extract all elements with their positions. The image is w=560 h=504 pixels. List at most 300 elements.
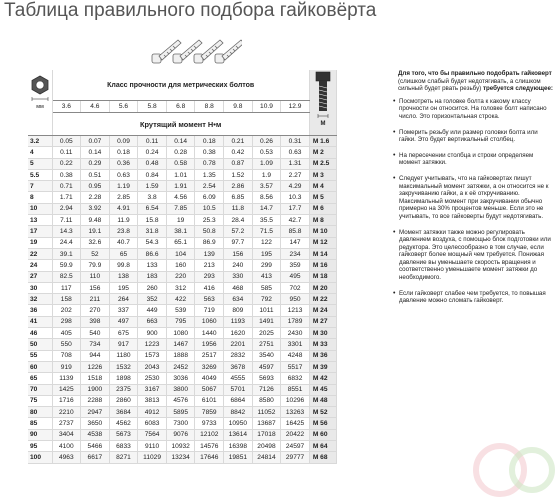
torque-cell: 160: [166, 260, 195, 271]
table-row: [28, 158, 336, 169]
torque-cell: 65: [109, 248, 138, 259]
torque-cell: 156: [224, 248, 253, 259]
torque-cell: 4555: [224, 373, 253, 384]
torque-cell: 6832: [281, 373, 310, 384]
torque-cell: 86.6: [138, 248, 167, 259]
nut-size-cell: 50: [28, 339, 52, 350]
torque-cell: 1223: [138, 339, 167, 350]
torque-cell: 540: [81, 328, 110, 339]
torque-cell: 4049: [195, 373, 224, 384]
torque-cell: 4562: [109, 418, 138, 429]
bolt-size-cell: M 16: [309, 260, 336, 271]
torque-cell: 24597: [281, 441, 310, 452]
torque-cell: 8271: [109, 452, 138, 463]
torque-cell: 675: [109, 328, 138, 339]
nut-size-cell: 8: [28, 192, 52, 203]
torque-cell: 0.14: [166, 136, 195, 147]
torque-cell: 585: [252, 282, 281, 293]
torque-cell: 19.1: [81, 226, 110, 237]
torque-cell: 1518: [81, 373, 110, 384]
torque-cell: 4576: [166, 395, 195, 406]
torque-cell: 158: [52, 294, 81, 305]
torque-cell: 0.11: [138, 136, 167, 147]
torque-cell: 9110: [138, 441, 167, 452]
torque-cell: 2860: [109, 395, 138, 406]
torque-cell: 0.84: [138, 169, 167, 180]
torque-cell: 10.5: [195, 203, 224, 214]
instruction-item: • Момент затяжки также можно регулировать давлением воздуха, с помощью блок подготовки или редуктора. Это целесообразно в том случае, если гайковерт более мощный чем требуется. Понижая давление вы уменьшаете скорость вращения и соответственно уменьшаете момент затяжки до необходимого.: [399, 229, 556, 282]
torque-cell: 416: [195, 282, 224, 293]
table-row: [28, 294, 336, 305]
torque-cell: 17.7: [281, 203, 310, 214]
torque-cell: 28.4: [224, 215, 253, 226]
torque-cell: 734: [81, 339, 110, 350]
torque-label: Крутящий момент Н•м: [52, 113, 309, 136]
torque-cell: 0.28: [166, 147, 195, 158]
torque-cell: 9733: [195, 418, 224, 429]
torque-cell: 0.53: [252, 147, 281, 158]
table-row: [28, 373, 336, 384]
class-header-6-8: 6.8: [166, 101, 195, 113]
torque-cell: 2517: [195, 350, 224, 361]
torque-cell: 2751: [252, 339, 281, 350]
torque-cell: 20498: [252, 441, 281, 452]
torque-cell: 40.7: [109, 237, 138, 248]
torque-cell: 2210: [52, 407, 81, 418]
torque-cell: 24.4: [52, 237, 81, 248]
torque-cell: 270: [81, 305, 110, 316]
torque-cell: 8842: [224, 407, 253, 418]
torque-cell: 8.56: [252, 192, 281, 203]
torque-cell: 11.9: [109, 215, 138, 226]
bolt-size-cell: M 8: [309, 215, 336, 226]
instructions-lead-required: требуется следующее:: [482, 85, 553, 93]
torque-cell: 1789: [281, 316, 310, 327]
table-row: [28, 237, 336, 248]
torque-cell: 919: [52, 361, 81, 372]
torque-cell: 708: [52, 350, 81, 361]
nut-size-cell: 55: [28, 350, 52, 361]
torque-cell: 11029: [138, 452, 167, 463]
table-row: [28, 441, 336, 452]
table-row: [28, 192, 336, 203]
torque-cell: 20422: [281, 429, 310, 440]
torque-cell: 795: [166, 316, 195, 327]
bolt-size-cell: M 24: [309, 305, 336, 316]
torque-cell: 39.1: [52, 248, 81, 259]
nut-size-cell: 65: [28, 373, 52, 384]
torque-cell: 85.8: [281, 226, 310, 237]
torque-cell: 1011: [252, 305, 281, 316]
torque-cell: 634: [224, 294, 253, 305]
torque-cell: 1.59: [138, 181, 167, 192]
nut-unit-label: мм: [35, 104, 44, 110]
torque-cell: 1425: [52, 384, 81, 395]
table-row: [28, 226, 336, 237]
torque-cell: 1.71: [52, 192, 81, 203]
torque-cell: 9.48: [81, 215, 110, 226]
torque-cell: 0.48: [138, 158, 167, 169]
table-row: [28, 316, 336, 327]
torque-cell: 359: [281, 260, 310, 271]
table-row: [28, 248, 336, 259]
torque-cell: 2025: [252, 328, 281, 339]
torque-cell: 50.8: [195, 226, 224, 237]
nut-size-cell: 27: [28, 271, 52, 282]
nut-size-cell: 36: [28, 305, 52, 316]
torque-cell: 0.95: [81, 181, 110, 192]
torque-cell: 2375: [109, 384, 138, 395]
bolt-size-cell: M 60: [309, 429, 336, 440]
torque-cell: 2947: [81, 407, 110, 418]
torque-cell: 139: [195, 248, 224, 259]
torque-cell: 0.78: [195, 158, 224, 169]
bolt-size-cell: M 4: [309, 181, 336, 192]
torque-cell: 1213: [281, 305, 310, 316]
torque-cell: 16398: [224, 441, 253, 452]
torque-cell: 156: [81, 282, 110, 293]
torque-cell: 14576: [195, 441, 224, 452]
torque-cell: 25.3: [195, 215, 224, 226]
torque-cell: 809: [224, 305, 253, 316]
torque-cell: 2.28: [81, 192, 110, 203]
instructions-list: [392, 98, 556, 305]
instruction-item: • На пересечении столбца и строки определяем момент затяжки.: [399, 152, 556, 167]
torque-cell: 4.56: [166, 192, 195, 203]
nut-size-cell: 80: [28, 407, 52, 418]
bolt-size-cell: M 36: [309, 350, 336, 361]
torque-cell: 2288: [81, 395, 110, 406]
torque-cell: 293: [195, 271, 224, 282]
torque-cell: 3540: [252, 350, 281, 361]
table-row: [28, 407, 336, 418]
torque-cell: 1620: [224, 328, 253, 339]
torque-cell: 4538: [81, 429, 110, 440]
torque-cell: 2201: [224, 339, 253, 350]
torque-cell: 1440: [195, 328, 224, 339]
torque-cell: 23.8: [109, 226, 138, 237]
bolt-size-cell: M 52: [309, 407, 336, 418]
torque-cell: 6833: [109, 441, 138, 452]
torque-cell: 2832: [224, 350, 253, 361]
torque-cell: 6.54: [138, 203, 167, 214]
torque-cell: 0.38: [52, 169, 81, 180]
class-header-3-6: 3.6: [52, 101, 81, 113]
torque-cell: 234: [281, 248, 310, 259]
torque-cell: 1956: [195, 339, 224, 350]
torque-cell: 900: [138, 328, 167, 339]
torque-cell: 0.87: [224, 158, 253, 169]
class-header-4-6: 4.6: [81, 101, 110, 113]
torque-cell: 13263: [281, 407, 310, 418]
bolts-illustration: [150, 36, 242, 66]
torque-cell: 2.86: [224, 181, 253, 192]
nut-header-cell: [28, 70, 52, 136]
table-row: [28, 271, 336, 282]
nut-size-cell: 90: [28, 429, 52, 440]
torque-cell: 147: [281, 237, 310, 248]
torque-cell: 11052: [252, 407, 281, 418]
torque-cell: 497: [109, 316, 138, 327]
torque-cell: 0.63: [109, 169, 138, 180]
torque-cell: 14.7: [252, 203, 281, 214]
torque-cell: 202: [52, 305, 81, 316]
torque-cell: 52: [81, 248, 110, 259]
class-header-12-9: 12.9: [281, 101, 310, 113]
torque-cell: 195: [109, 282, 138, 293]
torque-cell: 3800: [166, 384, 195, 395]
torque-cell: 211: [81, 294, 110, 305]
bolt-size-cell: M 30: [309, 328, 336, 339]
torque-cell: 19: [166, 215, 195, 226]
nut-size-cell: 60: [28, 361, 52, 372]
torque-cell: 449: [138, 305, 167, 316]
torque-cell: 1.09: [252, 158, 281, 169]
torque-cell: 10.3: [281, 192, 310, 203]
nut-size-cell: 3.2: [28, 136, 52, 147]
torque-cell: 468: [224, 282, 253, 293]
torque-cell: 4248: [281, 350, 310, 361]
torque-cell: 79.9: [81, 260, 110, 271]
nut-size-cell: 7: [28, 181, 52, 192]
torque-cell: 3650: [81, 418, 110, 429]
table-row: [28, 147, 336, 158]
torque-cell: 3.57: [252, 181, 281, 192]
hex-nut-icon: [29, 70, 51, 116]
torque-cell: 2.94: [52, 203, 81, 214]
torque-cell: 5466: [81, 441, 110, 452]
nut-size-cell: 70: [28, 384, 52, 395]
torque-cell: 398: [81, 316, 110, 327]
nut-size-cell: 5.5: [28, 169, 52, 180]
nut-size-cell: 13: [28, 215, 52, 226]
torque-cell: 1139: [52, 373, 81, 384]
torque-cell: 12102: [195, 429, 224, 440]
table-row: [28, 305, 336, 316]
torque-cell: 264: [109, 294, 138, 305]
torque-cell: 330: [224, 271, 253, 282]
torque-cell: 11.8: [224, 203, 253, 214]
torque-cell: 944: [81, 350, 110, 361]
torque-cell: 29777: [281, 452, 310, 463]
torque-cell: 0.18: [109, 147, 138, 158]
torque-cell: 0.71: [52, 181, 81, 192]
torque-cell: 0.14: [81, 147, 110, 158]
table-row: [28, 350, 336, 361]
instructions-lead-paren: (слишком слабый будет недотягивать, а слишком сильный будет рвать резьбу): [398, 77, 541, 93]
torque-cell: 1467: [166, 339, 195, 350]
nut-size-cell: 19: [28, 237, 52, 248]
torque-cell: 195: [252, 248, 281, 259]
torque-cell: 3404: [52, 429, 81, 440]
torque-cell: 0.05: [52, 136, 81, 147]
torque-cell: 792: [252, 294, 281, 305]
torque-cell: 2.54: [195, 181, 224, 192]
instruction-item: • Померить резьбу или размер головки болта или гайки. Это будет вертикальный столбец.: [399, 129, 556, 144]
table-row: [28, 395, 336, 406]
nut-size-cell: 41: [28, 316, 52, 327]
nut-size-cell: 75: [28, 395, 52, 406]
table-row: [28, 418, 336, 429]
table-row: [28, 452, 336, 463]
torque-cell: 0.24: [138, 147, 167, 158]
torque-cell: 86.9: [195, 237, 224, 248]
torque-cell: 65.1: [166, 237, 195, 248]
torque-cell: 0.26: [252, 136, 281, 147]
torque-cell: 413: [252, 271, 281, 282]
torque-cell: 10932: [166, 441, 195, 452]
bolt-size-cell: M 1.6: [309, 136, 336, 147]
instructions-panel: [392, 70, 556, 313]
torque-cell: 3678: [224, 361, 253, 372]
torque-cell: 6.85: [224, 192, 253, 203]
torque-cell: 3813: [138, 395, 167, 406]
torque-cell: 3.92: [81, 203, 110, 214]
torque-cell: 422: [166, 294, 195, 305]
torque-cell: 6617: [81, 452, 110, 463]
torque-cell: 550: [52, 339, 81, 350]
torque-cell: 7.11: [52, 215, 81, 226]
torque-cell: 2.85: [109, 192, 138, 203]
torque-cell: 1888: [166, 350, 195, 361]
class-header-5-8: 5.8: [138, 101, 167, 113]
torque-cell: 6083: [138, 418, 167, 429]
torque-cell: 16425: [281, 418, 310, 429]
class-header-5-6: 5.6: [109, 101, 138, 113]
torque-cell: 1.19: [109, 181, 138, 192]
table-row: [28, 203, 336, 214]
torque-cell: 110: [81, 271, 110, 282]
torque-cell: 1.91: [166, 181, 195, 192]
bolt-size-cell: M 20: [309, 282, 336, 293]
bolt-size-cell: M 14: [309, 248, 336, 259]
table-row: [28, 282, 336, 293]
torque-cell: 0.29: [81, 158, 110, 169]
torque-cell: 7564: [138, 429, 167, 440]
torque-cell: 539: [166, 305, 195, 316]
bolt-unit-label: M: [320, 121, 326, 127]
torque-cell: 104: [166, 248, 195, 259]
bolt-size-cell: M 12: [309, 237, 336, 248]
torque-cell: 1573: [138, 350, 167, 361]
torque-cell: 7300: [166, 418, 195, 429]
torque-cell: 10296: [281, 395, 310, 406]
nut-size-cell: 4: [28, 147, 52, 158]
torque-cell: 17646: [195, 452, 224, 463]
torque-cell: 3269: [195, 361, 224, 372]
table-row: [28, 136, 336, 147]
torque-cell: 71.5: [252, 226, 281, 237]
bolt-size-cell: M 48: [309, 395, 336, 406]
torque-cell: 4597: [252, 361, 281, 372]
nut-size-cell: 10: [28, 203, 52, 214]
torque-cell: 3684: [109, 407, 138, 418]
torque-cell: 1900: [81, 384, 110, 395]
torque-cell: 99.8: [109, 260, 138, 271]
torque-cell: 1491: [252, 316, 281, 327]
torque-cell: 5673: [109, 429, 138, 440]
bolt-size-cell: M 64: [309, 441, 336, 452]
torque-cell: 220: [166, 271, 195, 282]
table-row: [28, 169, 336, 180]
torque-cell: 2452: [166, 361, 195, 372]
torque-cell: 299: [252, 260, 281, 271]
bolt-size-cell: M 5: [309, 192, 336, 203]
page-title: Таблица правильного подбора гайковёрта: [4, 0, 377, 21]
torque-cell: 8551: [281, 384, 310, 395]
torque-table: [28, 70, 337, 464]
table-row: [28, 361, 336, 372]
torque-cell: 15.8: [138, 215, 167, 226]
bolt-icon: [310, 70, 336, 132]
torque-cell: 5693: [252, 373, 281, 384]
torque-cell: 0.63: [281, 147, 310, 158]
torque-cell: 1.01: [166, 169, 195, 180]
bolt-size-cell: M 42: [309, 373, 336, 384]
torque-cell: 260: [138, 282, 167, 293]
torque-cell: 4912: [138, 407, 167, 418]
torque-cell: 495: [281, 271, 310, 282]
nut-size-cell: 85: [28, 418, 52, 429]
torque-cell: 122: [252, 237, 281, 248]
bolt-size-cell: M 22: [309, 294, 336, 305]
torque-cell: 42.7: [281, 215, 310, 226]
torque-cell: 3.8: [138, 192, 167, 203]
bolt-size-cell: M 2.5: [309, 158, 336, 169]
torque-cell: 312: [166, 282, 195, 293]
nut-size-cell: 95: [28, 441, 52, 452]
torque-cell: 183: [138, 271, 167, 282]
torque-cell: 8580: [252, 395, 281, 406]
torque-cell: 1.52: [224, 169, 253, 180]
torque-cell: 1898: [109, 373, 138, 384]
torque-cell: 0.21: [224, 136, 253, 147]
class-header-9-8: 9.8: [224, 101, 253, 113]
bolt-size-cell: M 33: [309, 339, 336, 350]
nut-size-cell: 46: [28, 328, 52, 339]
bolt-size-cell: M 68: [309, 452, 336, 463]
bolt-header-cell: [309, 70, 336, 136]
torque-cell: 133: [138, 260, 167, 271]
nut-size-cell: 17: [28, 226, 52, 237]
torque-cell: 3036: [166, 373, 195, 384]
instruction-item: • Посмотреть на головке болта к какому классу прочности он относится. На головке болт написано число. Это горизонтальная строка.: [399, 98, 556, 121]
torque-cell: 14.3: [52, 226, 81, 237]
torque-cell: 117: [52, 282, 81, 293]
torque-cell: 563: [195, 294, 224, 305]
instructions-lead: [392, 70, 556, 93]
class-header-10-9: 10.9: [252, 101, 281, 113]
table-row: [28, 215, 336, 226]
bolt-size-cell: M 10: [309, 226, 336, 237]
nut-size-cell: 22: [28, 248, 52, 259]
torque-cell: 6864: [224, 395, 253, 406]
table-row: [28, 328, 336, 339]
table-row: [28, 384, 336, 395]
torque-cell: 5067: [195, 384, 224, 395]
torque-cell: 1.31: [281, 158, 310, 169]
torque-cell: 82.5: [52, 271, 81, 282]
torque-cell: 3301: [281, 339, 310, 350]
torque-cell: 1060: [195, 316, 224, 327]
torque-cell: 4100: [52, 441, 81, 452]
table-header-title: Класс прочности для метрических болтов: [52, 70, 309, 101]
torque-cell: 17018: [252, 429, 281, 440]
torque-cell: 917: [109, 339, 138, 350]
torque-cell: 2530: [138, 373, 167, 384]
torque-cell: 1.35: [195, 169, 224, 180]
torque-cell: 0.51: [81, 169, 110, 180]
